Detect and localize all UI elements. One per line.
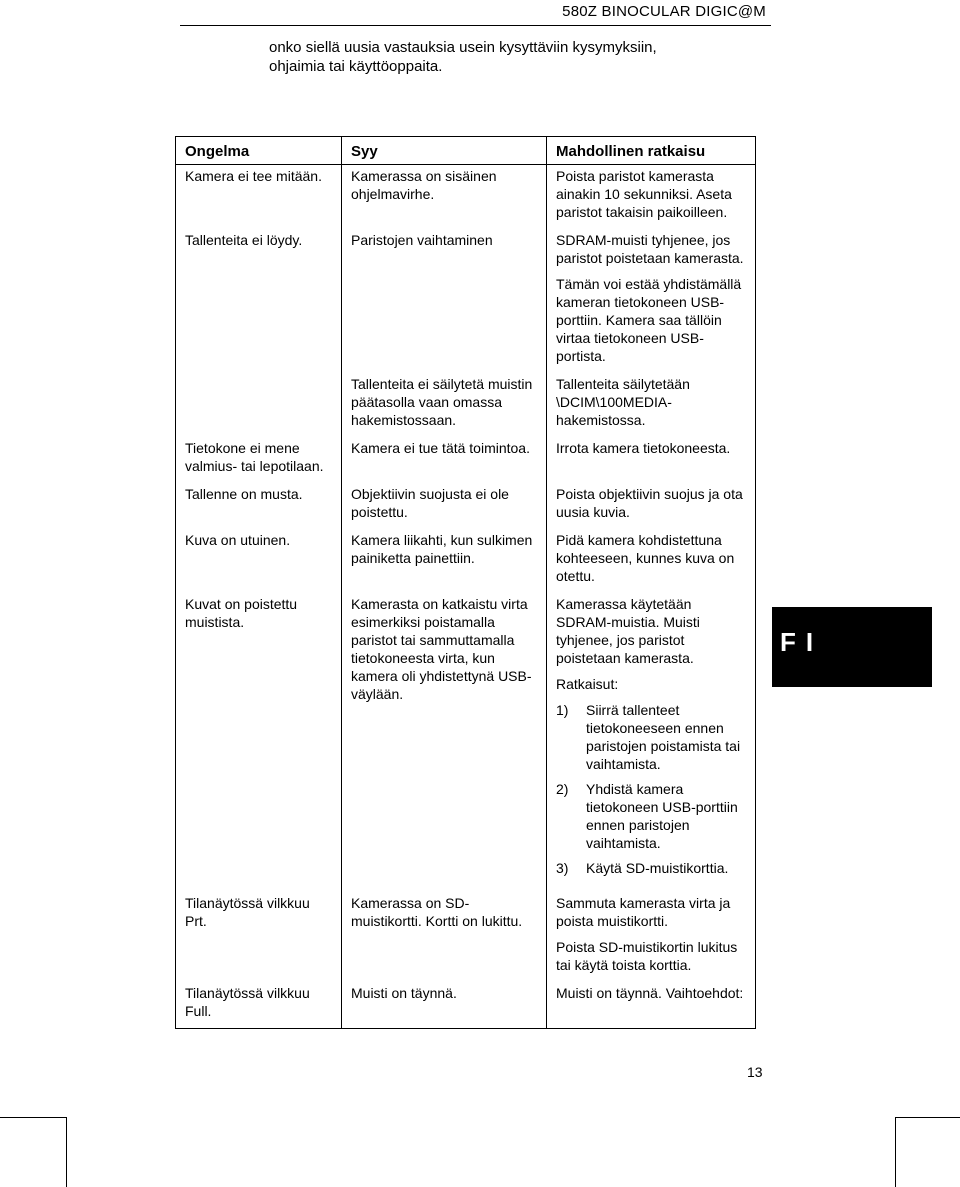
document-header-title: 580Z BINOCULAR DIGIC@M: [562, 3, 766, 20]
solution-text: Pidä kamera kohdistettuna kohteeseen, kunnes kuva on otettu.: [556, 532, 735, 584]
step-text: Yhdistä kamera tietokoneen USB-porttiin ennen paristojen vaihtamista.: [586, 781, 738, 851]
table-row: [176, 437, 756, 483]
column-header-solution: Mahdollinen ratkaisu: [547, 137, 756, 165]
list-item: [556, 859, 746, 877]
table-row: [176, 483, 756, 529]
solution-text: Poista objektiivin suojus ja ota uusia kuvia.: [556, 486, 743, 520]
table-row: [176, 593, 756, 892]
cause-cell: Kamerasta on katkaistu virta esimerkiksi poistamalla paristot tai sammuttamalla tietokoneesta virta, kun kamera oli yhdistettynä USB-väylään.: [342, 593, 547, 892]
solution-cell: [547, 373, 756, 437]
step-text: Siirrä tallenteet tietokoneeseen ennen paristojen poistamista tai vaihtamista.: [586, 702, 741, 772]
step-number: 1): [556, 702, 569, 718]
table-row: [176, 982, 756, 1029]
solution-cell: [547, 892, 756, 982]
troubleshooting-table: [175, 136, 756, 1029]
solution-text: Irrota kamera tietokoneesta.: [556, 440, 731, 456]
step-text: Käytä SD-muistikorttia.: [586, 860, 729, 876]
intro-line-1: onko siellä uusia vastauksia usein kysyttäviin kysymyksiin,: [269, 39, 657, 56]
solution-cell: [547, 229, 756, 373]
table-row: [176, 229, 756, 373]
solution-text: Muisti on täynnä. Vaihtoehdot:: [556, 985, 744, 1001]
solution-label: Ratkaisut:: [556, 676, 619, 692]
problem-cell: Kuvat on poistettu muistista.: [176, 593, 342, 892]
solution-cell: [547, 529, 756, 593]
table-row: [176, 892, 756, 982]
solution-text: SDRAM-muisti tyhjenee, jos paristot poistetaan kamerasta.: [556, 232, 744, 266]
list-item: [556, 780, 746, 852]
problem-cell: [176, 373, 342, 437]
problem-cell: Tallenteita ei löydy.: [176, 229, 342, 373]
problem-cell: Kuva on utuinen.: [176, 529, 342, 593]
problem-cell: Tilanäytössä vilkkuu Full.: [176, 982, 342, 1029]
table-header-row: [176, 137, 756, 165]
cause-cell: Kamerassa on SD-muistikortti. Kortti on lukittu.: [342, 892, 547, 982]
solution-cell: [547, 437, 756, 483]
solution-cell: [547, 982, 756, 1029]
intro-text: [269, 38, 749, 76]
crop-mark-left-horizontal: [0, 1117, 67, 1118]
cause-cell: Objektiivin suojusta ei ole poistettu.: [342, 483, 547, 529]
crop-mark-left-vertical: [66, 1117, 67, 1187]
problem-cell: Tietokone ei mene valmius- tai lepotilaan.: [176, 437, 342, 483]
cause-cell: Kamerassa on sisäinen ohjelmavirhe.: [342, 165, 547, 230]
solution-steps: [556, 701, 746, 877]
column-header-cause: Syy: [342, 137, 547, 165]
cause-cell: Kamera liikahti, kun sulkimen painiketta painettiin.: [342, 529, 547, 593]
cause-cell: Kamera ei tue tätä toimintoa.: [342, 437, 547, 483]
crop-mark-right-vertical: [895, 1117, 896, 1187]
solution-text: Poista paristot kamerasta ainakin 10 sekunniksi. Aseta paristot takaisin paikoilleen.: [556, 168, 732, 220]
solution-text: Sammuta kamerasta virta ja poista muistikortti.: [556, 895, 731, 929]
solution-text: Kamerassa käytetään SDRAM-muistia. Muisti tyhjenee, jos paristot poistetaan kamerasta.: [556, 596, 700, 666]
language-tab: FI: [772, 607, 932, 687]
table-row: [176, 529, 756, 593]
column-header-problem: Ongelma: [176, 137, 342, 165]
problem-cell: Kamera ei tee mitään.: [176, 165, 342, 230]
cause-cell: Paristojen vaihtaminen: [342, 229, 547, 373]
solution-text: Tämän voi estää yhdistämällä kameran tietokoneen USB-porttiin. Kamera saa tällöin virtaa tietokoneen USB-portista.: [556, 276, 742, 364]
table-row: [176, 165, 756, 230]
solution-text: Poista SD-muistikortin lukitus tai käytä toista korttia.: [556, 939, 738, 973]
step-number: 2): [556, 781, 569, 797]
cause-cell: Muisti on täynnä.: [342, 982, 547, 1029]
table-row: [176, 373, 756, 437]
list-item: [556, 701, 746, 773]
solution-cell: [547, 593, 756, 892]
problem-cell: Tallenne on musta.: [176, 483, 342, 529]
intro-line-2: ohjaimia tai käyttöoppaita.: [269, 58, 443, 75]
cause-cell: Tallenteita ei säilytetä muistin päätasolla vaan omassa hakemistossaan.: [342, 373, 547, 437]
page-number: 13: [747, 1064, 763, 1080]
crop-mark-right-horizontal: [895, 1117, 960, 1118]
solution-cell: [547, 165, 756, 230]
solution-text: Tallenteita säilytetään \DCIM\100MEDIA-hakemistossa.: [556, 376, 690, 428]
problem-cell: Tilanäytössä vilkkuu Prt.: [176, 892, 342, 982]
solution-cell: [547, 483, 756, 529]
header-rule: [180, 25, 771, 26]
step-number: 3): [556, 860, 569, 876]
